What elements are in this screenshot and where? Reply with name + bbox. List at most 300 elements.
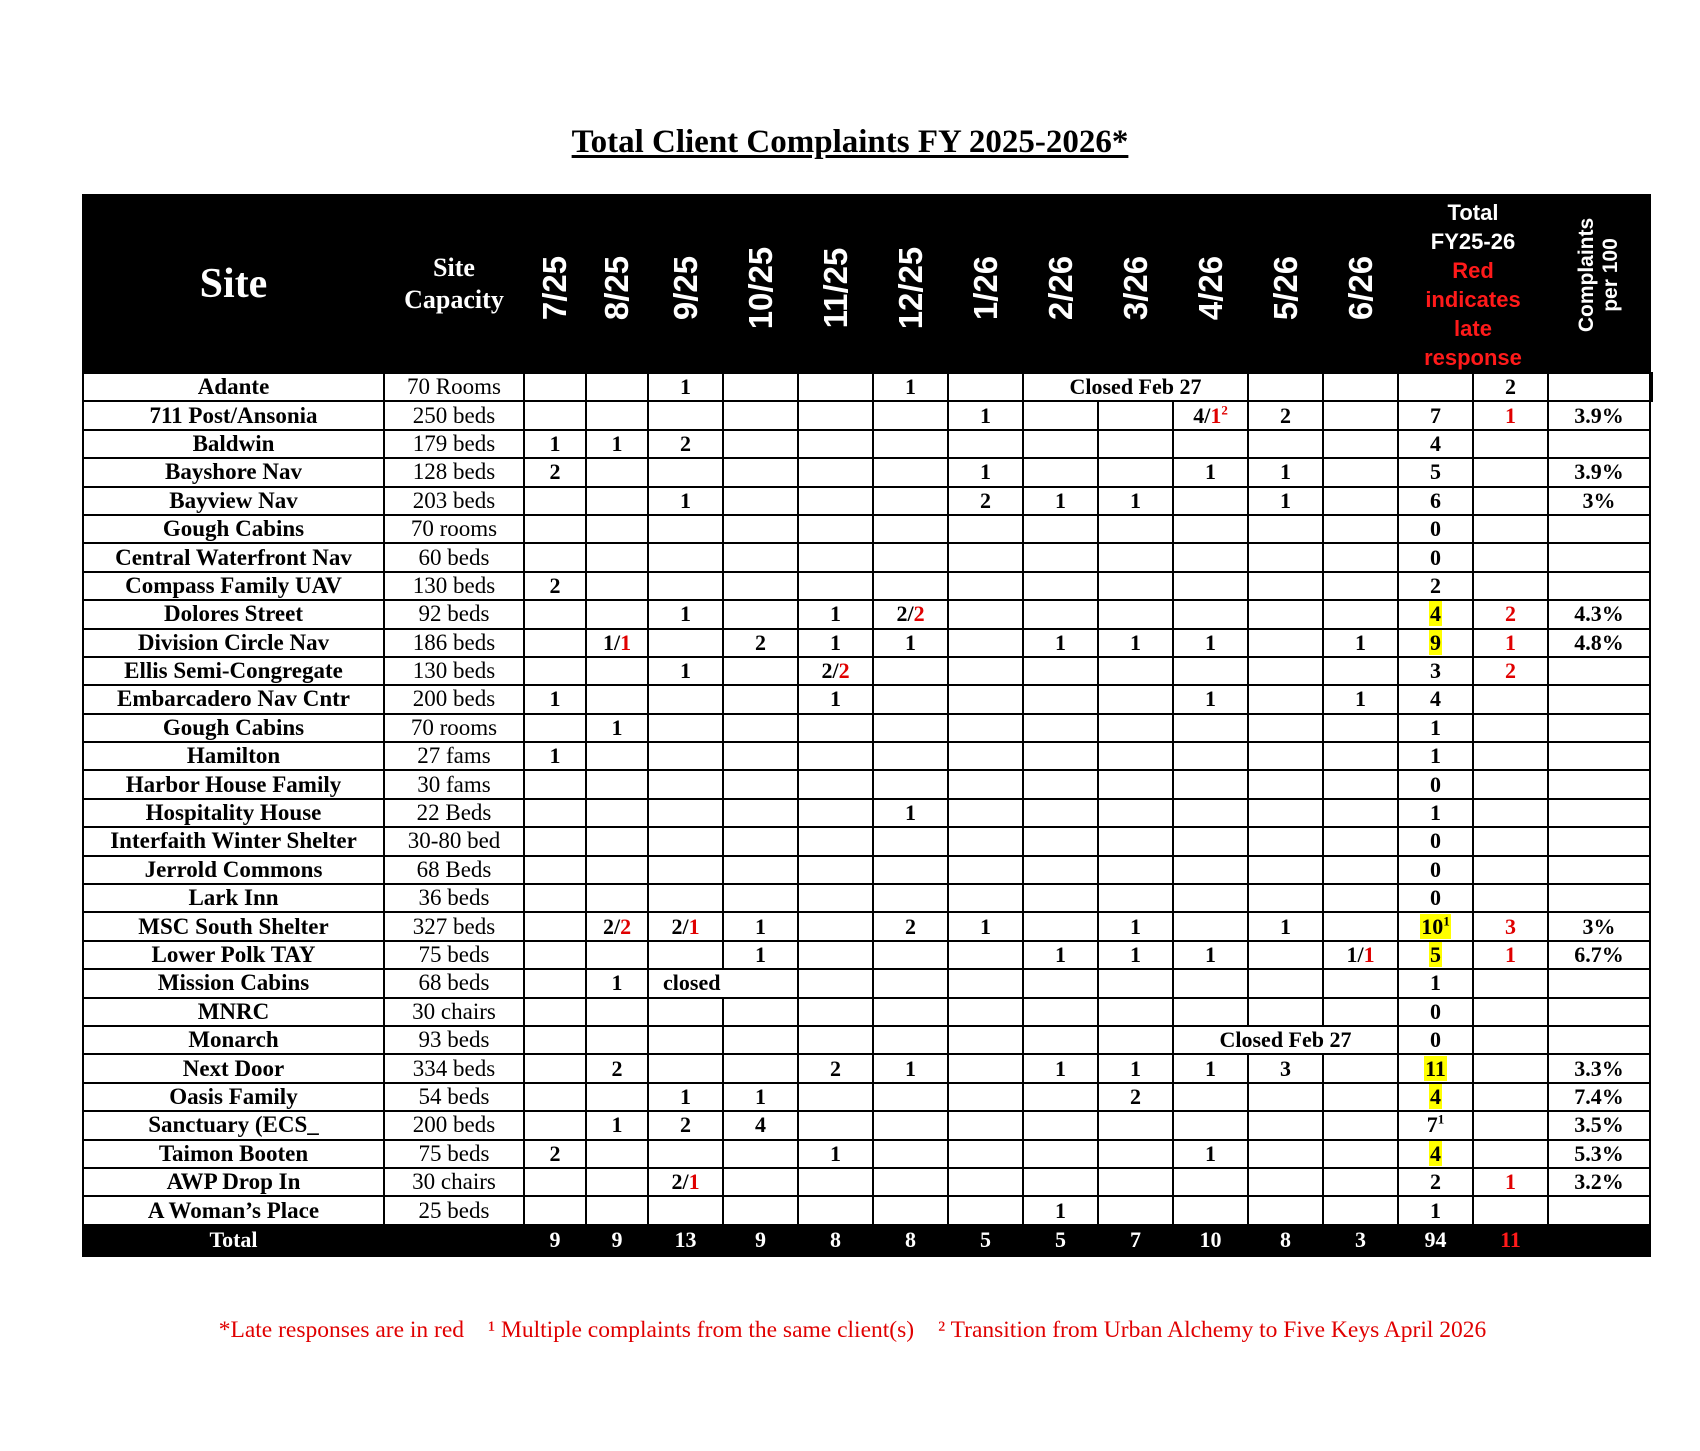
table-row xyxy=(83,401,1652,429)
month-cell xyxy=(873,600,948,628)
header-month xyxy=(873,195,948,373)
header-month-label: 4/26 xyxy=(1191,255,1229,320)
row-per100 xyxy=(1548,742,1650,770)
month-cell xyxy=(1323,1111,1398,1139)
site-name: Central Waterfront Nav xyxy=(83,543,384,571)
month-cell xyxy=(723,714,798,742)
month-cell xyxy=(1248,856,1323,884)
month-cell: 1 xyxy=(1323,685,1398,713)
month-cell xyxy=(1323,912,1398,940)
month-cell xyxy=(798,1168,873,1196)
month-cell: 1 xyxy=(1098,487,1173,515)
site-name: Jerrold Commons xyxy=(83,856,384,884)
row-total-value xyxy=(1430,772,1441,797)
row-total-number: 7 xyxy=(1426,1112,1438,1138)
row-late-total xyxy=(1473,1054,1548,1082)
table-row xyxy=(83,714,1652,742)
month-cell xyxy=(648,1026,723,1054)
row-total-value xyxy=(1427,1112,1445,1137)
row-total xyxy=(1398,572,1473,600)
site-capacity: 60 beds xyxy=(384,543,524,571)
month-cell xyxy=(1173,714,1248,742)
row-total-value xyxy=(1430,857,1441,882)
month-cell xyxy=(798,770,873,798)
month-cell xyxy=(648,685,723,713)
month-cell xyxy=(586,543,648,571)
month-cell xyxy=(524,373,586,401)
month-cell: 1 xyxy=(524,742,586,770)
totals-late: 11 xyxy=(1473,1225,1548,1256)
month-cell: 1 xyxy=(1023,941,1098,969)
row-late-total xyxy=(1473,1140,1548,1168)
site-capacity: 334 beds xyxy=(384,1054,524,1082)
count-value: 2/ xyxy=(671,913,689,939)
row-total-number: 0 xyxy=(1430,828,1441,854)
header-month xyxy=(798,195,873,373)
month-cell: 2 xyxy=(1098,1083,1173,1111)
row-per100 xyxy=(1650,373,1652,401)
row-late-total xyxy=(1473,1196,1548,1224)
table-row xyxy=(83,912,1652,940)
header-month-label: 7/25 xyxy=(536,255,573,320)
row-total-value xyxy=(1430,459,1441,484)
month-cell xyxy=(1323,515,1398,543)
month-cell xyxy=(586,827,648,855)
header-total-total-red1: Red xyxy=(1452,258,1494,283)
month-cell xyxy=(1023,884,1098,912)
month-cell xyxy=(1098,515,1173,543)
month-cell xyxy=(524,487,586,515)
site-name: Lark Inn xyxy=(83,884,384,912)
site-name: Hamilton xyxy=(83,742,384,770)
month-cell: 4 xyxy=(723,1111,798,1139)
header-month-label: 11/25 xyxy=(816,247,854,328)
month-cell xyxy=(948,685,1023,713)
month-cell xyxy=(1248,572,1323,600)
month-cell xyxy=(1098,998,1173,1026)
footnotes xyxy=(82,1317,1623,1344)
month-cell xyxy=(1248,969,1323,997)
table-row xyxy=(83,515,1652,543)
month-cell: 1 xyxy=(723,1083,798,1111)
month-cell xyxy=(1098,827,1173,855)
month-cell xyxy=(648,1168,723,1196)
month-cell xyxy=(648,856,723,884)
month-cell: 1 xyxy=(1098,912,1173,940)
month-cell xyxy=(948,600,1023,628)
row-total-number: 2 xyxy=(1505,374,1516,400)
site-capacity: 68 Beds xyxy=(384,856,524,884)
site-capacity: 327 beds xyxy=(384,912,524,940)
month-cell xyxy=(723,600,798,628)
month-cell xyxy=(723,998,798,1026)
month-cell: 1 xyxy=(1023,1054,1098,1082)
month-cell xyxy=(1248,515,1323,543)
month-cell xyxy=(948,770,1023,798)
late-count-value: 1 xyxy=(620,629,632,655)
row-total xyxy=(1473,373,1548,401)
month-cell xyxy=(723,1168,798,1196)
totals-label: Total xyxy=(83,1225,384,1256)
site-name: Compass Family UAV xyxy=(83,572,384,600)
month-cell xyxy=(948,430,1023,458)
row-total-number: 0 xyxy=(1430,998,1441,1024)
row-total xyxy=(1398,1196,1473,1224)
row-total-value xyxy=(1430,828,1441,853)
month-cell xyxy=(798,458,873,486)
site-capacity: 186 beds xyxy=(384,629,524,657)
row-total-number: 0 xyxy=(1430,885,1441,911)
month-cell xyxy=(723,430,798,458)
month-cell xyxy=(586,941,648,969)
month-cell: 2 xyxy=(1248,401,1323,429)
late-count-value: 1 xyxy=(688,1169,700,1195)
row-total xyxy=(1398,1140,1473,1168)
month-cell xyxy=(1023,685,1098,713)
month-cell xyxy=(873,856,948,884)
month-cell xyxy=(798,373,873,401)
month-cell xyxy=(1323,714,1398,742)
row-per100 xyxy=(1548,799,1650,827)
month-cell xyxy=(1023,714,1098,742)
month-cell xyxy=(1023,401,1098,429)
row-total xyxy=(1398,799,1473,827)
month-cell xyxy=(586,1196,648,1224)
month-cell: 1 xyxy=(648,600,723,628)
table-row xyxy=(83,770,1652,798)
month-cell: 2 xyxy=(648,1111,723,1139)
month-cell xyxy=(524,1196,586,1224)
month-cell xyxy=(723,572,798,600)
month-cell xyxy=(1098,856,1173,884)
table-row xyxy=(83,1083,1652,1111)
month-cell xyxy=(586,487,648,515)
month-cell xyxy=(1098,1111,1173,1139)
totals-capacity xyxy=(384,1225,524,1256)
row-late-total xyxy=(1473,1083,1548,1111)
count-value: 2/ xyxy=(602,913,621,939)
row-total xyxy=(1398,487,1473,515)
row-total-number: 7 xyxy=(1430,402,1441,428)
row-late-total xyxy=(1473,430,1548,458)
footnote-1: *Late responses are in red xyxy=(218,1317,465,1343)
month-cell: 1 xyxy=(648,657,723,685)
month-cell: 1 xyxy=(1173,1140,1248,1168)
site-name: Bayshore Nav xyxy=(83,458,384,486)
row-per100: 7.4% xyxy=(1548,1083,1650,1111)
month-cell xyxy=(524,543,586,571)
month-cell xyxy=(648,401,723,429)
month-cell: 1 xyxy=(1248,487,1323,515)
month-cell: 1 xyxy=(1023,1196,1098,1224)
month-cell xyxy=(524,515,586,543)
month-cell xyxy=(798,515,873,543)
site-capacity: 93 beds xyxy=(384,1026,524,1054)
month-cell xyxy=(873,1083,948,1111)
row-total-number: 4 xyxy=(1430,601,1441,627)
month-cell xyxy=(1323,401,1398,429)
month-cell: 1 xyxy=(873,799,948,827)
month-cell: 1 xyxy=(1248,912,1323,940)
month-cell xyxy=(648,998,723,1026)
row-late-total xyxy=(1473,799,1548,827)
month-cell xyxy=(524,1083,586,1111)
month-cell xyxy=(723,1026,798,1054)
month-cell: 2 xyxy=(723,629,798,657)
row-late-total xyxy=(1473,572,1548,600)
month-cell xyxy=(948,629,1023,657)
month-cell: 1 xyxy=(948,458,1023,486)
late-count-value: 1 xyxy=(1363,942,1375,967)
table-row xyxy=(83,629,1652,657)
header-month xyxy=(1323,195,1398,373)
site-name: Baldwin xyxy=(83,430,384,458)
footnote-marker: 2 xyxy=(1221,402,1228,418)
month-cell xyxy=(1023,600,1098,628)
month-cell xyxy=(648,458,723,486)
month-cell xyxy=(524,1026,586,1054)
row-total-value xyxy=(1430,800,1441,825)
month-cell xyxy=(648,714,723,742)
month-cell xyxy=(873,572,948,600)
month-cell xyxy=(723,1140,798,1168)
table-row xyxy=(83,998,1652,1026)
row-late-total: 1 xyxy=(1473,401,1548,429)
month-cell xyxy=(798,572,873,600)
header-per100-line2: per 100 xyxy=(1599,238,1622,312)
count-value: 2/ xyxy=(821,658,839,684)
row-total-value xyxy=(1430,1198,1441,1223)
table-row xyxy=(83,685,1652,713)
month-cell xyxy=(586,742,648,770)
month-cell xyxy=(1323,884,1398,912)
month-cell xyxy=(1248,1083,1323,1111)
month-cell xyxy=(1323,969,1398,997)
footnote-3: ² Transition from Urban Alchemy to Five Keys April 2026 xyxy=(938,1317,1487,1343)
count-value: 2/ xyxy=(896,601,914,627)
month-cell xyxy=(723,799,798,827)
month-cell xyxy=(1173,856,1248,884)
month-cell xyxy=(948,856,1023,884)
complaints-table xyxy=(82,194,1653,1257)
month-cell xyxy=(948,1140,1023,1168)
row-total-value xyxy=(1430,1169,1441,1194)
month-cell xyxy=(524,770,586,798)
month-cell: 1 xyxy=(798,1140,873,1168)
month-cell xyxy=(648,742,723,770)
row-total xyxy=(1398,1168,1473,1196)
month-cell xyxy=(723,827,798,855)
month-cell: 1 xyxy=(1173,685,1248,713)
month-cell xyxy=(648,884,723,912)
totals-month: 9 xyxy=(524,1225,586,1256)
site-name: Oasis Family xyxy=(83,1083,384,1111)
row-total-value xyxy=(1430,516,1441,541)
month-cell: 1 xyxy=(873,373,948,401)
month-cell xyxy=(873,1111,948,1139)
month-cell xyxy=(648,1196,723,1224)
month-cell: 2 xyxy=(524,458,586,486)
month-cell: 1 xyxy=(1248,458,1323,486)
month-cell xyxy=(948,827,1023,855)
month-cell xyxy=(873,969,948,997)
table-row xyxy=(83,1168,1652,1196)
month-cell xyxy=(948,742,1023,770)
row-total xyxy=(1398,941,1473,969)
month-cell xyxy=(1023,827,1098,855)
row-per100 xyxy=(1548,1026,1650,1054)
table-row xyxy=(83,1140,1652,1168)
count-value: 1/ xyxy=(602,629,621,655)
month-cell xyxy=(1098,884,1173,912)
month-cell xyxy=(586,770,648,798)
site-capacity: 92 beds xyxy=(384,600,524,628)
totals-month: 9 xyxy=(586,1225,648,1256)
month-cell xyxy=(1323,600,1398,628)
month-cell: 1 xyxy=(1098,941,1173,969)
month-cell xyxy=(1173,1168,1248,1196)
row-total-number: 0 xyxy=(1430,1027,1441,1053)
month-cell xyxy=(586,1026,648,1054)
closed-note xyxy=(648,969,798,997)
month-cell xyxy=(723,401,798,429)
row-total-value xyxy=(1430,545,1441,570)
row-per100: 5.3% xyxy=(1548,1140,1650,1168)
month-cell xyxy=(524,1111,586,1139)
month-cell xyxy=(1173,912,1248,940)
site-name: Division Circle Nav xyxy=(83,629,384,657)
row-total xyxy=(1398,856,1473,884)
site-name: Ellis Semi-Congregate xyxy=(83,657,384,685)
row-per100: 3% xyxy=(1548,487,1650,515)
month-cell xyxy=(586,1140,648,1168)
table-row xyxy=(83,487,1652,515)
site-capacity: 22 Beds xyxy=(384,799,524,827)
month-cell xyxy=(586,856,648,884)
month-cell xyxy=(948,1083,1023,1111)
month-cell xyxy=(1248,373,1323,401)
month-cell xyxy=(948,998,1023,1026)
month-cell xyxy=(1173,1196,1248,1224)
row-total-number: 6 xyxy=(1430,487,1441,513)
site-name: Interfaith Winter Shelter xyxy=(83,827,384,855)
month-cell xyxy=(1173,401,1248,429)
month-cell xyxy=(1173,572,1248,600)
site-name: Next Door xyxy=(83,1054,384,1082)
row-per100 xyxy=(1548,714,1650,742)
late-count-value: 1 xyxy=(1210,402,1222,428)
row-total xyxy=(1398,543,1473,571)
month-cell xyxy=(586,799,648,827)
row-total xyxy=(1398,629,1473,657)
month-cell: 1 xyxy=(586,1111,648,1139)
month-cell xyxy=(798,941,873,969)
month-cell xyxy=(1023,912,1098,940)
row-total-number: 2 xyxy=(1430,1169,1441,1195)
row-late-total xyxy=(1473,1026,1548,1054)
site-capacity: 200 beds xyxy=(384,685,524,713)
row-per100: 3.2% xyxy=(1548,1168,1650,1196)
row-late-total: 2 xyxy=(1473,657,1548,685)
site-capacity: 75 beds xyxy=(384,941,524,969)
row-late-total xyxy=(1473,543,1548,571)
month-cell xyxy=(948,1054,1023,1082)
count-value: 4/ xyxy=(1193,402,1211,428)
row-per100 xyxy=(1548,572,1650,600)
site-capacity: 36 beds xyxy=(384,884,524,912)
row-total-number: 1 xyxy=(1430,1197,1441,1223)
month-cell xyxy=(586,884,648,912)
row-total-number: 0 xyxy=(1430,544,1441,570)
row-total-number: 9 xyxy=(1430,629,1441,655)
site-name: Bayview Nav xyxy=(83,487,384,515)
month-cell: 1 xyxy=(1023,487,1098,515)
month-cell: 1 xyxy=(1173,629,1248,657)
month-cell xyxy=(873,458,948,486)
month-cell xyxy=(948,1026,1023,1054)
site-capacity: 179 beds xyxy=(384,430,524,458)
row-total-value xyxy=(1429,942,1442,967)
totals-row xyxy=(83,1225,1652,1256)
month-cell xyxy=(1098,458,1173,486)
row-per100: 3.3% xyxy=(1548,1054,1650,1082)
month-cell: 1 xyxy=(524,430,586,458)
month-cell xyxy=(1248,430,1323,458)
month-cell xyxy=(798,827,873,855)
header-month-label: 1/26 xyxy=(966,255,1004,320)
month-cell xyxy=(1098,1026,1173,1054)
row-late-total xyxy=(1473,969,1548,997)
month-cell xyxy=(648,629,723,657)
month-cell: 1 xyxy=(873,629,948,657)
header-month-label: 5/26 xyxy=(1266,255,1304,320)
row-late-total xyxy=(1473,884,1548,912)
month-cell xyxy=(586,401,648,429)
month-cell xyxy=(586,515,648,543)
month-cell xyxy=(1098,572,1173,600)
row-late-total xyxy=(1473,515,1548,543)
month-cell xyxy=(798,714,873,742)
month-cell xyxy=(948,572,1023,600)
month-cell xyxy=(524,401,586,429)
site-capacity: 203 beds xyxy=(384,487,524,515)
site-capacity: 130 beds xyxy=(384,572,524,600)
month-cell: 1 xyxy=(723,941,798,969)
table-footer xyxy=(83,1225,1652,1256)
month-cell xyxy=(1248,657,1323,685)
table-row xyxy=(83,799,1652,827)
row-total xyxy=(1398,685,1473,713)
table-row xyxy=(83,827,1652,855)
month-cell xyxy=(1098,543,1173,571)
header-month-label: 6/26 xyxy=(1341,255,1379,320)
month-cell xyxy=(524,884,586,912)
table-row xyxy=(83,600,1652,628)
row-per100 xyxy=(1548,998,1650,1026)
month-cell xyxy=(1098,657,1173,685)
month-cell xyxy=(723,742,798,770)
month-cell xyxy=(586,1168,648,1196)
month-cell xyxy=(1023,515,1098,543)
late-count-value: 2 xyxy=(620,913,632,939)
row-total-value xyxy=(1430,573,1441,598)
site-capacity: 75 beds xyxy=(384,1140,524,1168)
row-total-number: 11 xyxy=(1425,1055,1446,1081)
month-cell xyxy=(948,941,1023,969)
site-name: Taimon Booten xyxy=(83,1140,384,1168)
month-cell: 2 xyxy=(524,1140,586,1168)
month-cell xyxy=(586,1083,648,1111)
